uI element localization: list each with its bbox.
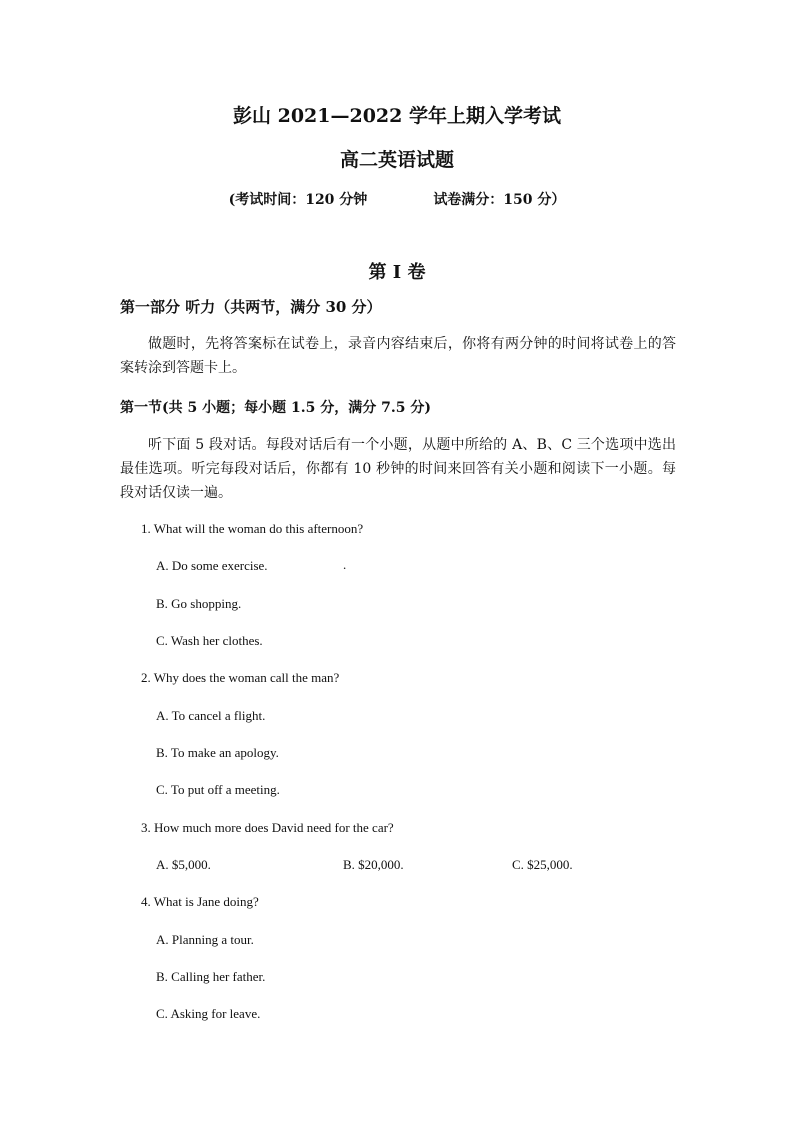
exam-time: (考试时间：120 分钟: [228, 192, 368, 208]
section1-instructions: 听下面 5 段对话。每段对话后有一个小题，从题中所给的 A、B、C 三个选项中选出最佳选项。听完每段对话后，你都有 10 秒钟的时间来回答有关小题和阅读下一小题。每段对话仅读一遍。: [120, 437, 676, 501]
q3-option-a: A. $5,000.: [156, 857, 211, 872]
q1-option-c: C. Wash her clothes.: [156, 633, 263, 648]
part1-heading: 第一部分 听力（共两节，满分 30 分）: [120, 298, 382, 316]
q3-option-b: B. $20,000.: [343, 857, 404, 872]
q2-option-c: C. To put off a meeting.: [156, 782, 280, 797]
section1-heading: 第一节(共 5 小题；每小题 1.5 分，满分 7.5 分): [120, 400, 431, 416]
q4-option-a: A. Planning a tour.: [156, 932, 254, 947]
question-1: 1. What will the woman do this afternoon?: [141, 521, 364, 536]
exam-info: [0, 189, 794, 209]
full-score: 试卷满分：150 分）: [433, 192, 566, 208]
volume-title: 第 I 卷: [368, 262, 426, 283]
q4-option-c: C. Asking for leave.: [156, 1006, 261, 1021]
exam-subject: 高二英语试题: [339, 149, 454, 171]
question-3: 3. How much more does David need for the car?: [141, 820, 394, 835]
question-4: 4. What is Jane doing?: [141, 894, 259, 909]
q1-option-b: B. Go shopping.: [156, 596, 242, 611]
q4-option-b: B. Calling her father.: [156, 969, 266, 984]
q3-option-c: C. $25,000.: [512, 857, 573, 872]
stray-mark: .: [343, 557, 347, 572]
q2-option-a: A. To cancel a flight.: [156, 708, 266, 723]
exam-title: 彭山 2021—2022 学年上期入学考试: [233, 105, 561, 127]
q1-option-a: A. Do some exercise.: [156, 558, 268, 573]
q2-option-b: B. To make an apology.: [156, 745, 279, 760]
part1-instructions: 做题时，先将答案标在试卷上，录音内容结束后，你将有两分钟的时间将试卷上的答案转涂到答题卡上。: [120, 336, 676, 376]
question-2: 2. Why does the woman call the man?: [141, 670, 340, 685]
